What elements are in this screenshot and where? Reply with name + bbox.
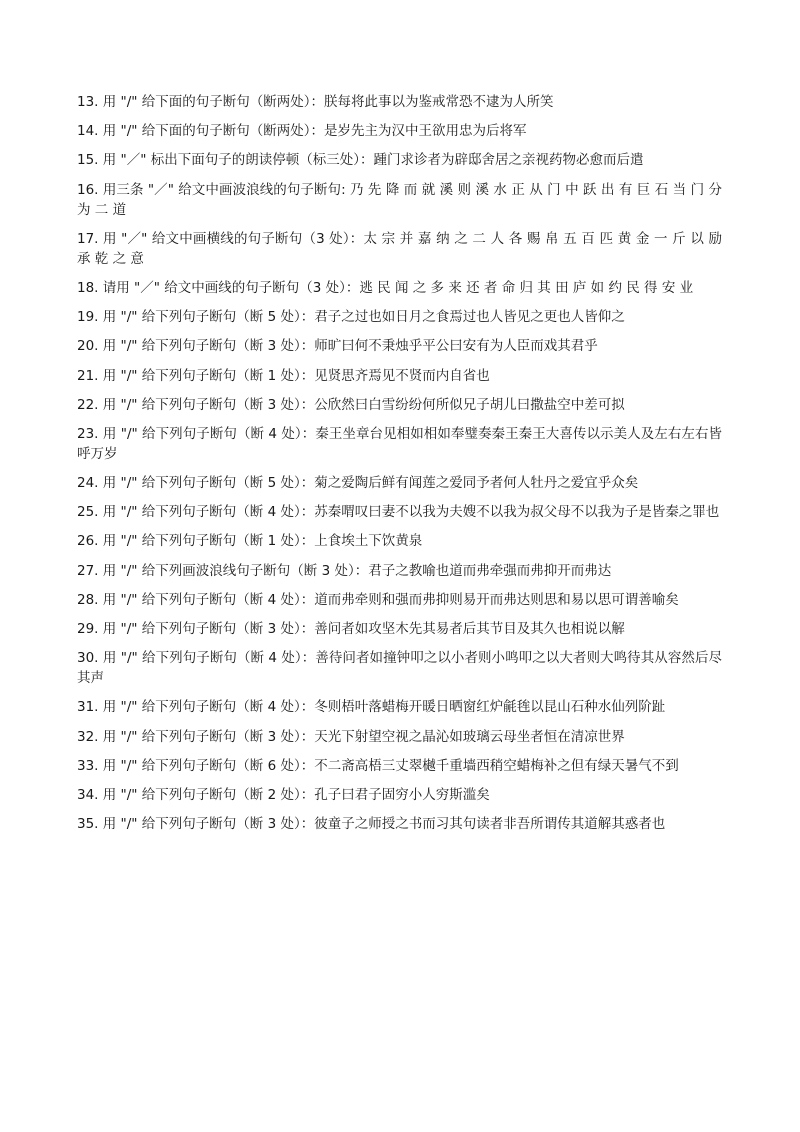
question-item: 33. 用 "/" 给下列句子断句（断 6 处）：不二斋高梧三丈翠樾千重墙西稍空蜡梅补之但有绿天暑气不到 [77, 757, 679, 774]
question-item: 14. 用 "/" 给下面的句子断句（断两处）：是岁先主为汉中王欲用忠为后将军 [77, 123, 527, 140]
question-item: 20. 用 "/" 给下列句子断句（断 3 处）：师旷曰何不秉烛乎平公曰安有为人臣而戏其君乎 [77, 338, 598, 355]
question-item: 25. 用 "/" 给下列句子断句（断 4 处）：苏秦喟叹曰妻不以我为夫嫂不以我为叔父母不以我为子是皆秦之罪也 [77, 504, 720, 521]
question-item: 17. 用 "／" 给文中画横线的句子断句（3 处）：太 宗 并 嘉 纳 之 二 人 各 赐 帛 五 百 匹 黄 金 一 斤 以 励 承 乾 之 意 [77, 230, 722, 267]
question-item: 19. 用 "/" 给下列句子断句（断 5 处）：君子之过也如日月之食焉过也人皆见之更也人皆仰之 [77, 309, 625, 326]
question-item: 30. 用 "/" 给下列句子断句（断 4 处）：善待问者如撞钟叩之以小者则小鸣叩之以大者则大鸣待其从容然后尽其声 [77, 650, 722, 687]
question-list [77, 92, 722, 843]
question-item: 31. 用 "/" 给下列句子断句（断 4 处）：冬则梧叶落蜡梅开暖日晒窗红炉毹毪以昆山石种水仙列阶趾 [77, 699, 666, 716]
question-item: 21. 用 "/" 给下列句子断句（断 1 处）：见贤思齐焉见不贤而内自省也 [77, 367, 490, 384]
question-item: 32. 用 "/" 给下列句子断句（断 3 处）：天光下射望空视之晶沁如玻璃云母坐者恒在清凉世界 [77, 728, 625, 745]
question-item: 15. 用 "／" 标出下面句子的朗读停顿（标三处）：踵门求诊者为辟邸舍居之亲视药物必愈而后遣 [77, 152, 644, 169]
question-item: 24. 用 "/" 给下列句子断句（断 5 处）：菊之爱陶后鲜有闻莲之爱同予者何人牡丹之爱宜乎众矣 [77, 475, 639, 492]
question-item: 35. 用 "/" 给下列句子断句（断 3 处）：彼童子之师授之书而习其句读者非吾所谓传其道解其惑者也 [77, 816, 666, 833]
question-item: 22. 用 "/" 给下列句子断句（断 3 处）：公欣然曰白雪纷纷何所似兄子胡儿曰撒盐空中差可拟 [77, 396, 625, 413]
question-item: 18. 请用 "／" 给文中画线的句子断句（3 处）：逃 民 闻 之 多 来 还 者 命 归 其 田 庐 如 约 民 得 安 业 [77, 279, 694, 296]
question-item: 26. 用 "/" 给下列句子断句（断 1 处）：上食埃土下饮黄泉 [77, 533, 423, 550]
question-item: 23. 用 "/" 给下列句子断句（断 4 处）：秦王坐章台见相如相如奉璧奏秦王秦王大喜传以示美人及左右左右皆呼万岁 [77, 425, 722, 462]
question-item: 34. 用 "/" 给下列句子断句（断 2 处）：孔子曰君子固穷小人穷斯滥矣 [77, 786, 490, 803]
question-item: 16. 用三条 "／" 给文中画波浪线的句子断句: 乃 先 降 而 就 溪 则 溪 水 正 从 门 中 跃 出 有 巨 石 当 门 分 为 二 道 [77, 181, 722, 218]
question-item: 13. 用 "/" 给下面的句子断句（断两处）：朕每将此事以为鉴戒常恐不逮为人所笑 [77, 94, 554, 110]
question-item: 29. 用 "/" 给下列句子断句（断 3 处）：善问者如攻坚木先其易者后其节目及其久也相说以解 [77, 621, 625, 637]
question-item: 28. 用 "/" 给下列句子断句（断 4 处）：道而弗牵则和强而弗抑则易开而弗达则思和易以思可谓善喻矣 [77, 591, 679, 608]
question-item: 27. 用 "/" 给下列画波浪线句子断句（断 3 处）：君子之教喻也道而弗牵强而弗抑开而弗达 [77, 562, 612, 579]
